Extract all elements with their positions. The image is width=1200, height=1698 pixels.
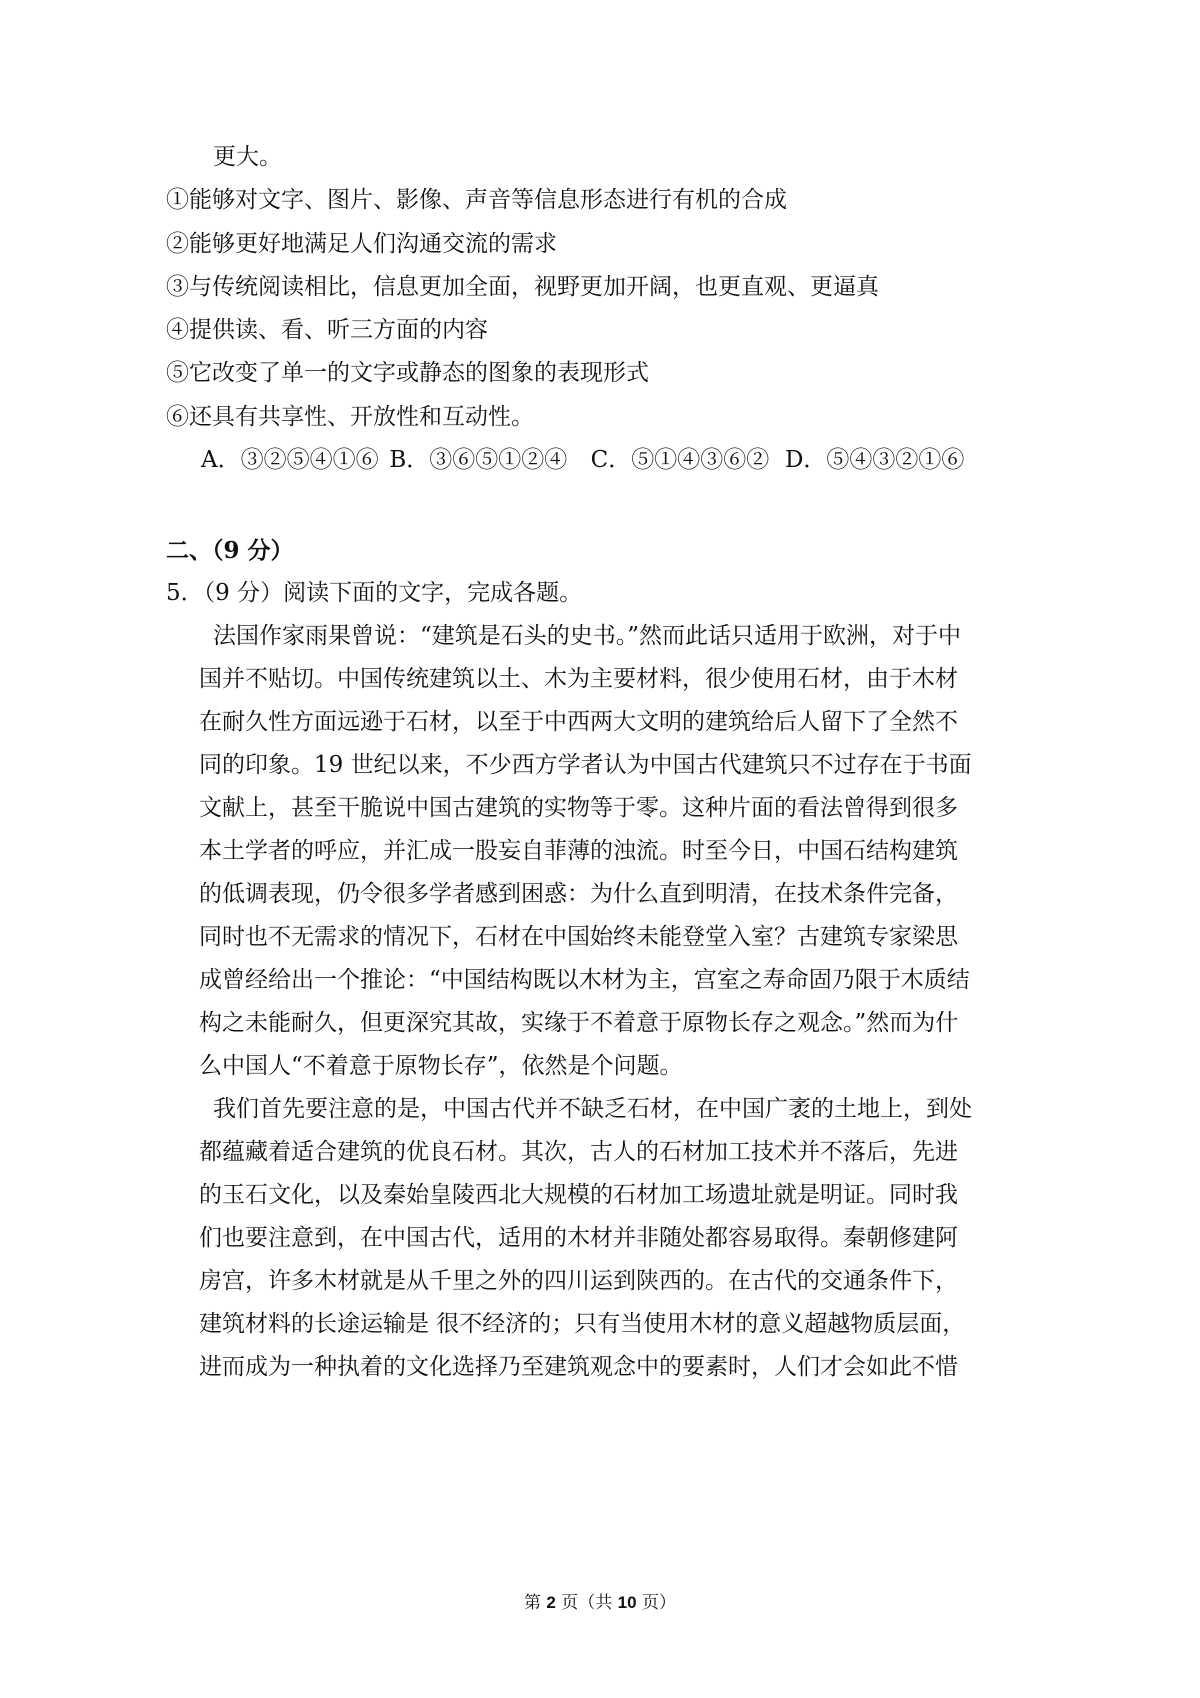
passage-line: 建筑材料的长途运输是 很不经济的；只有当使用木材的意义超越物质层面， xyxy=(199,1311,966,1337)
list-item: ①能够对文字、图片、影像、声音等信息形态进行有机的合成 xyxy=(166,187,787,213)
passage-line: 国并不贴切。中国传统建筑以土、木为主要材料，很少使用石材，由于木材 xyxy=(199,666,958,692)
option-a: A．③②⑤④①⑥ xyxy=(201,447,379,473)
question-title: 5．（9 分）阅读下面的文字，完成各题。 xyxy=(166,580,583,606)
passage-line: 房宫，许多木材就是从千里之外的四川运到陕西的。在古代的交通条件下， xyxy=(199,1268,958,1294)
passage-line: 成曾经给出一个推论：“中国结构既以木材为主，宫室之寿命固乃限于木质结 xyxy=(199,967,970,993)
page-footer xyxy=(0,1591,1200,1615)
continuation-text: 更大。 xyxy=(213,144,282,170)
passage-line: 本土学者的呼应，并汇成一股妄自菲薄的浊流。时至今日，中国石结构建筑 xyxy=(199,838,958,864)
passage-line: 同时也不无需求的情况下，石材在中国始终未能登堂入室？古建筑专家梁思 xyxy=(199,924,958,950)
passage-line: 构之未能耐久，但更深究其故，实缘于不着意于原物长存之观念。”然而为什 xyxy=(199,1010,959,1036)
footer-middle: 页（共 xyxy=(555,1593,618,1613)
section-heading: 二、（9 分） xyxy=(166,537,294,564)
passage-line: 的低调表现，仍令很多学者感到困惑：为什么直到明清，在技术条件完备， xyxy=(199,881,958,907)
footer-prefix: 第 xyxy=(523,1593,547,1613)
passage-line: 法国作家雨果曾说：“建筑是石头的史书。”然而此话只适用于欧洲，对于中 xyxy=(213,623,962,649)
passage-line: 的玉石文化，以及秦始皇陵西北大规模的石材加工场遗址就是明证。同时我 xyxy=(199,1182,958,1208)
list-item: ③与传统阅读相比，信息更加全面，视野更加开阔，也更直观、更逼真 xyxy=(166,274,879,300)
option-c: C．⑤①④③⑥② xyxy=(590,447,770,473)
answer-options xyxy=(201,444,964,476)
passage-line: 们也要注意到，在中国古代，适用的木材并非随处都容易取得。秦朝修建阿 xyxy=(199,1225,958,1251)
passage-line: 同的印象。19 世纪以来，不少西方学者认为中国古代建筑只不过存在于书面 xyxy=(199,752,972,778)
list-item: ⑤它改变了单一的文字或静态的图象的表现形式 xyxy=(166,360,649,386)
passage-line: 文献上，甚至干脆说中国古建筑的实物等于零。这种片面的看法曾得到很多 xyxy=(199,795,958,821)
option-d: D．⑤④③②①⑥ xyxy=(784,447,965,473)
option-b: B．③⑥⑤①②④ xyxy=(389,447,568,473)
list-item: ④提供读、看、听三方面的内容 xyxy=(166,317,488,343)
passage-line: 么中国人“不着意于原物长存”，依然是个问题。 xyxy=(199,1053,683,1079)
footer-suffix: 页） xyxy=(636,1593,676,1613)
list-item: ②能够更好地满足人们沟通交流的需求 xyxy=(166,231,557,257)
passage-line: 我们首先要注意的是，中国古代并不缺乏石材，在中国广袤的土地上，到处 xyxy=(213,1096,972,1122)
footer-total-pages: 10 xyxy=(617,1593,637,1612)
passage-line: 都蕴藏着适合建筑的优良石材。其次，古人的石材加工技术并不落后，先进 xyxy=(199,1139,958,1165)
passage-line: 在耐久性方面远逊于石材，以至于中西两大文明的建筑给后人留下了全然不 xyxy=(199,709,958,735)
list-item: ⑥还具有共享性、开放性和互动性。 xyxy=(166,404,534,430)
passage-line: 进而成为一种执着的文化选择乃至建筑观念中的要素时，人们才会如此不惜 xyxy=(199,1354,958,1380)
footer-page-number: 2 xyxy=(546,1593,556,1612)
